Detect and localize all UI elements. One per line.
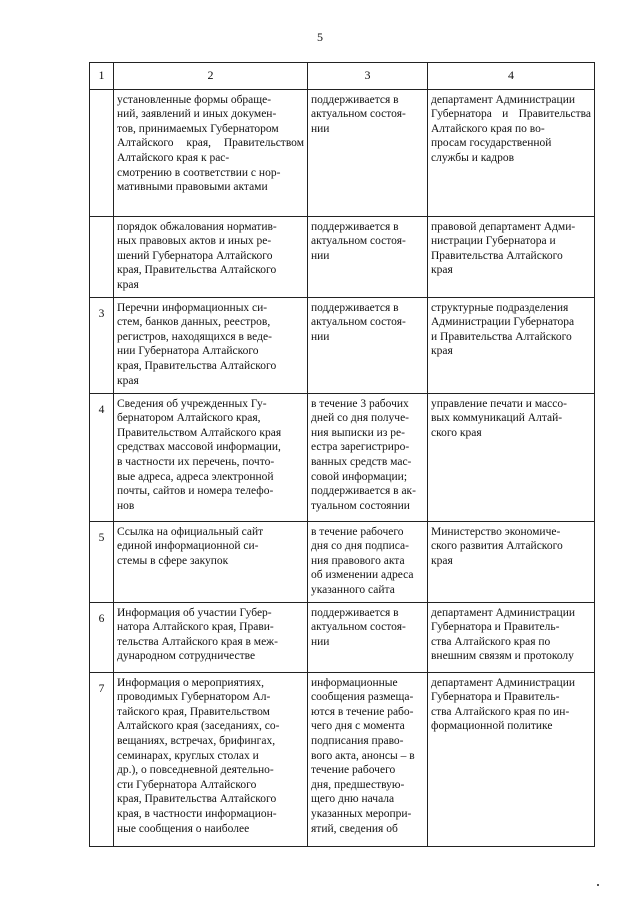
row-responsible — [428, 672, 595, 846]
row-info — [114, 602, 308, 672]
row-info-text: Информация о мероприятиях, проводимых Губернатором Ал- тайского края, Правительством Алтайского края (заседаниях, со- вещаниях, встречах, брифингах, семинарах, круглых столах и др.), о повседневной деятельно- сти Губернатора Алтайского края, Правительства Алтайского края, в частности информацион- ные сообщения о наиболее — [117, 676, 280, 835]
row-period-text: в течение 3 рабочих дней со дня получе- ния выписки из ре- естра зарегистриро- ванных средств мас- совой информации; поддерживается в ак- туальном состоянии — [311, 397, 416, 512]
row-number: 5 — [90, 521, 114, 602]
row-period-text: поддерживается в актуальном состоя- нии — [311, 301, 406, 343]
row-info — [114, 89, 308, 216]
row-responsible-text: управление печати и массо- вых коммуникаций Алтай- ского края — [431, 397, 567, 439]
table-row — [90, 297, 595, 393]
table-row — [90, 216, 595, 297]
row-info-text: Ссылка на официальный сайт единой информационной си- стемы в сфере закупок — [117, 525, 264, 567]
row-responsible — [428, 89, 595, 216]
row-period-text: поддерживается в актуальном состоя- нии — [311, 606, 406, 648]
row-number: 7 — [90, 672, 114, 846]
row-period — [308, 216, 428, 297]
row-period — [308, 602, 428, 672]
row-responsible — [428, 393, 595, 521]
row-period — [308, 89, 428, 216]
row-responsible — [428, 521, 595, 602]
row-period — [308, 672, 428, 846]
row-responsible-text: структурные подразделения Администрации Губернатора и Правительства Алтайского края — [431, 301, 575, 358]
row-period-text: информационные сообщения размеща- ются в течение рабо- чего дня с момента подписания право- вого акта, анонсы – в течение рабочего дня, предшествую- щего дню начала указанных меропри- ятий, сведения об — [311, 676, 415, 835]
table-row — [90, 602, 595, 672]
row-responsible-text: департамент Администрации Губернатора и Правительства Алтайского края по во- просам государственной службы и кадров — [431, 93, 591, 164]
row-info-text: установленные формы обраще- ний, заявлений и иных докумен- тов, принимаемых Губернатором Алтайского края, Правительством Алтайского края к рас- смотрению в соответствии с нор- мативными правовыми актами — [117, 93, 304, 194]
row-info — [114, 297, 308, 393]
row-responsible-text: Министерство экономиче- ского развития Алтайского края — [431, 525, 563, 567]
row-period-text: поддерживается в актуальном состоя- нии — [311, 220, 406, 262]
row-info — [114, 521, 308, 602]
table-row — [90, 672, 595, 846]
header-col-1: 1 — [90, 63, 114, 90]
row-info-text: Перечни информационных си- стем, банков данных, реестров, регистров, находящихся в веде- нии Губернатора Алтайского края, Правительства Алтайского края — [117, 301, 277, 387]
page-number: 5 — [317, 30, 323, 44]
row-info — [114, 393, 308, 521]
document-table — [89, 62, 595, 847]
header-col-4: 4 — [428, 63, 595, 90]
header-col-3: 3 — [308, 63, 428, 90]
row-number: 4 — [90, 393, 114, 521]
row-info — [114, 672, 308, 846]
row-responsible — [428, 297, 595, 393]
table-row — [90, 89, 595, 216]
row-number: 3 — [90, 297, 114, 393]
row-period — [308, 521, 428, 602]
header-col-2: 2 — [114, 63, 308, 90]
row-period-text: в течение рабочего дня со дня подписа- ния правового акта об изменении адреса указанного сайта — [311, 525, 414, 596]
row-number — [90, 89, 114, 216]
row-responsible-text: правовой департамент Адми- нистрации Губернатора и Правительства Алтайского края — [431, 220, 576, 277]
row-info-text: Информация об участии Губер- натора Алтайского края, Прави- тельства Алтайского края в меж- дународном сотрудничестве — [117, 606, 278, 663]
row-period — [308, 393, 428, 521]
row-period — [308, 297, 428, 393]
row-info-text: Сведения об учрежденных Гу- бернатором Алтайского края, Правительством Алтайского края средствах массовой информации, в частности их перечень, почто- вые адреса, адреса электронной почты, сайтов и номера телефо- нов — [117, 397, 282, 512]
row-responsible-text: департамент Администрации Губернатора и Правитель- ства Алтайского края по ин- формационной политике — [431, 676, 576, 733]
table-row — [90, 521, 595, 602]
row-responsible — [428, 602, 595, 672]
row-info-text: порядок обжалования норматив- ных правовых актов и иных ре- шений Губернатора Алтайского края, Правительства Алтайского края — [117, 220, 277, 291]
row-responsible — [428, 216, 595, 297]
row-info — [114, 216, 308, 297]
row-period-text: поддерживается в актуальном состоя- нии — [311, 93, 406, 135]
row-responsible-text: департамент Администрации Губернатора и Правитель- ства Алтайского края по внешним связям и протоколу — [431, 606, 576, 663]
row-number: 6 — [90, 602, 114, 672]
row-number — [90, 216, 114, 297]
table-header-row — [90, 63, 595, 90]
scan-speck — [597, 884, 599, 886]
table-row — [90, 393, 595, 521]
